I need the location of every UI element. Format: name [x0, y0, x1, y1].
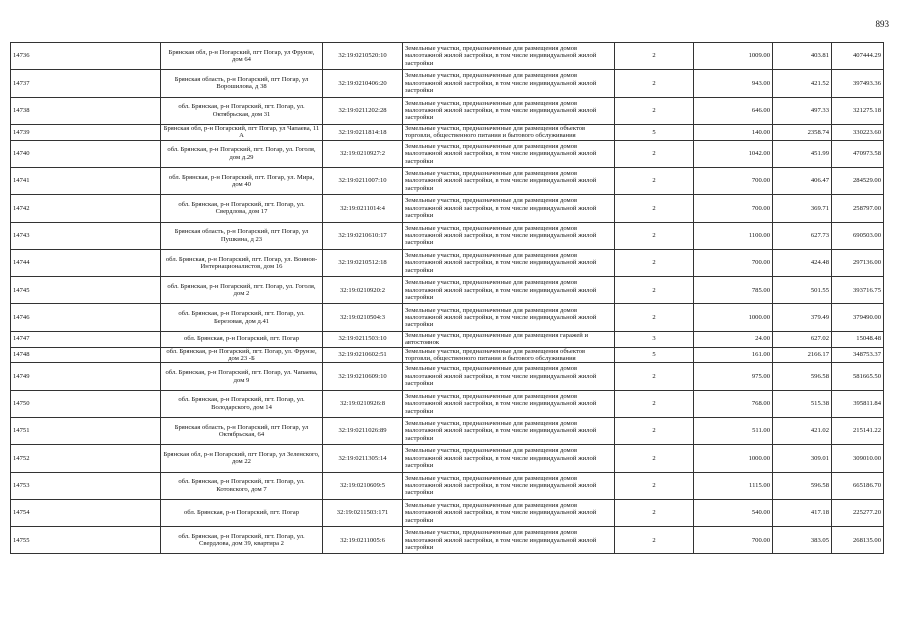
row-number-cell: 14751: [11, 418, 161, 445]
area-cell: 768.00: [694, 390, 773, 417]
land-use-cell: Земельные участки, предназначенные для размещения домов малоэтажной жилой застройки, в том числе индивидуальной жилой застройки: [403, 222, 615, 249]
land-use-cell: Земельные участки, предназначенные для размещения домов малоэтажной жилой застройки, в том числе индивидуальной жилой застройки: [403, 363, 615, 390]
row-number-cell: 14754: [11, 499, 161, 526]
table-row: [11, 331, 884, 347]
group-number-cell: 2: [615, 418, 694, 445]
land-use-cell: Земельные участки, предназначенные для размещения гаражей и автостоянок: [403, 331, 615, 347]
land-use-cell: Земельные участки, предназначенные для размещения домов малоэтажной жилой застройки, в том числе индивидуальной жилой застройки: [403, 249, 615, 276]
table-row: [11, 124, 884, 140]
cadastral-number-cell: 32:19:0210926:8: [323, 390, 403, 417]
cadastral-number-cell: 32:19:0211005:6: [323, 527, 403, 554]
area-cell: 1100.00: [694, 222, 773, 249]
specific-value-cell: 417.18: [773, 499, 832, 526]
specific-value-cell: 497.33: [773, 97, 832, 124]
row-number-cell: 14742: [11, 195, 161, 222]
address-cell: обл. Брянская, р-н Погарский, пгт. Погар, ул. Гоголя, дом 2: [161, 277, 323, 304]
table-row: [11, 390, 884, 417]
cadastral-value-cell: 407444.29: [832, 43, 884, 70]
specific-value-cell: 501.55: [773, 277, 832, 304]
address-cell: обл. Брянская, р-н Погарский, пгт. Погар: [161, 499, 323, 526]
row-number-cell: 14743: [11, 222, 161, 249]
group-number-cell: 5: [615, 124, 694, 140]
group-number-cell: 2: [615, 527, 694, 554]
cadastral-value-cell: 665186.70: [832, 472, 884, 499]
land-use-cell: Земельные участки, предназначенные для размещения домов малоэтажной жилой застройки, в том числе индивидуальной жилой застройки: [403, 527, 615, 554]
address-cell: обл. Брянская, р-н Погарский, пгт. Погар, ул. Котовского, дом 7: [161, 472, 323, 499]
group-number-cell: 2: [615, 499, 694, 526]
address-cell: Брянская область, р-н Погарский, пгт Погар, ул Ворошилова, д 38: [161, 70, 323, 97]
area-cell: 1115.00: [694, 472, 773, 499]
cadastral-value-cell: 690503.00: [832, 222, 884, 249]
cadastral-value-cell: 215141.22: [832, 418, 884, 445]
address-cell: обл. Брянская, р-н Погарский, пгт. Погар, ул. Октябрьская, дом 31: [161, 97, 323, 124]
cadastral-number-cell: 32:19:0210610:17: [323, 222, 403, 249]
group-number-cell: 2: [615, 363, 694, 390]
cadastral-number-cell: 32:19:0210609:10: [323, 363, 403, 390]
cadastral-value-cell: 268135.00: [832, 527, 884, 554]
land-use-cell: Земельные участки, предназначенные для размещения домов малоэтажной жилой застройки, в том числе индивидуальной жилой застройки: [403, 43, 615, 70]
cadastral-number-cell: 32:19:0211202:28: [323, 97, 403, 124]
cadastral-value-cell: 309010.00: [832, 445, 884, 472]
specific-value-cell: 369.71: [773, 195, 832, 222]
area-cell: 511.00: [694, 418, 773, 445]
table-row: [11, 472, 884, 499]
cadastral-value-cell: 581665.50: [832, 363, 884, 390]
area-cell: 1000.00: [694, 445, 773, 472]
area-cell: 140.00: [694, 124, 773, 140]
group-number-cell: 2: [615, 70, 694, 97]
specific-value-cell: 627.73: [773, 222, 832, 249]
land-use-cell: Земельные участки, предназначенные для размещения домов малоэтажной жилой застройки, в том числе индивидуальной жилой застройки: [403, 445, 615, 472]
specific-value-cell: 2166.17: [773, 347, 832, 363]
table-row: [11, 304, 884, 331]
address-cell: обл. Брянская, р-н Погарский, пгт. Погар, ул. Фрунзе, дом 23 -Б: [161, 347, 323, 363]
address-cell: обл. Брянская, р-н Погарский, пгт. Погар: [161, 331, 323, 347]
specific-value-cell: 515.38: [773, 390, 832, 417]
row-number-cell: 14740: [11, 140, 161, 167]
specific-value-cell: 596.58: [773, 363, 832, 390]
land-use-cell: Земельные участки, предназначенные для размещения домов малоэтажной жилой застройки, в том числе индивидуальной жилой застройки: [403, 390, 615, 417]
area-cell: 1042.00: [694, 140, 773, 167]
area-cell: 975.00: [694, 363, 773, 390]
address-cell: Брянская область, р-н Погарский, пгт Погар, ул Пушкина, д 23: [161, 222, 323, 249]
cadastral-value-cell: 379490.00: [832, 304, 884, 331]
land-use-cell: Земельные участки, предназначенные для размещения объектов торговли, общественного питания и бытового обслуживания: [403, 347, 615, 363]
land-use-cell: Земельные участки, предназначенные для размещения объектов торговли, общественного питания и бытового обслуживания: [403, 124, 615, 140]
area-cell: 1000.00: [694, 304, 773, 331]
cadastral-number-cell: 32:19:0210602:51: [323, 347, 403, 363]
address-cell: обл. Брянская, р-н Погарский, пгт. Погар, ул. Мира, дом 40: [161, 168, 323, 195]
row-number-cell: 14744: [11, 249, 161, 276]
land-use-cell: Земельные участки, предназначенные для размещения домов малоэтажной жилой застройки, в том числе индивидуальной жилой застройки: [403, 304, 615, 331]
cadastral-value-cell: 297136.00: [832, 249, 884, 276]
page-number: 893: [875, 19, 889, 29]
specific-value-cell: 403.81: [773, 43, 832, 70]
land-use-cell: Земельные участки, предназначенные для размещения домов малоэтажной жилой застройки, в том числе индивидуальной жилой застройки: [403, 168, 615, 195]
table-row: [11, 168, 884, 195]
row-number-cell: 14749: [11, 363, 161, 390]
area-cell: 1009.00: [694, 43, 773, 70]
row-number-cell: 14741: [11, 168, 161, 195]
specific-value-cell: 406.47: [773, 168, 832, 195]
cadastral-value-table: [10, 42, 884, 554]
table-row: [11, 347, 884, 363]
row-number-cell: 14752: [11, 445, 161, 472]
table-row: [11, 222, 884, 249]
group-number-cell: 2: [615, 140, 694, 167]
address-cell: Брянская обл, р-н Погарский, пгт Погар, ул Зеленского, дом 22: [161, 445, 323, 472]
cadastral-number-cell: 32:19:0210520:10: [323, 43, 403, 70]
table-row: [11, 277, 884, 304]
area-cell: 700.00: [694, 249, 773, 276]
specific-value-cell: 424.48: [773, 249, 832, 276]
table-row: [11, 418, 884, 445]
cadastral-value-cell: 470973.58: [832, 140, 884, 167]
cadastral-number-cell: 32:19:0210927:2: [323, 140, 403, 167]
area-cell: 646.00: [694, 97, 773, 124]
cadastral-number-cell: 32:19:0211814:18: [323, 124, 403, 140]
specific-value-cell: 451.99: [773, 140, 832, 167]
cadastral-value-cell: 321275.18: [832, 97, 884, 124]
cadastral-number-cell: 32:19:0211007:10: [323, 168, 403, 195]
row-number-cell: 14745: [11, 277, 161, 304]
table-row: [11, 70, 884, 97]
table-body: [11, 43, 884, 554]
row-number-cell: 14748: [11, 347, 161, 363]
specific-value-cell: 2358.74: [773, 124, 832, 140]
group-number-cell: 2: [615, 445, 694, 472]
cadastral-value-cell: 258797.00: [832, 195, 884, 222]
row-number-cell: 14750: [11, 390, 161, 417]
group-number-cell: 2: [615, 222, 694, 249]
address-cell: обл. Брянская, р-н Погарский, пгт. Погар, ул. Чапаева, дом 9: [161, 363, 323, 390]
specific-value-cell: 383.05: [773, 527, 832, 554]
area-cell: 785.00: [694, 277, 773, 304]
table-row: [11, 527, 884, 554]
land-use-cell: Земельные участки, предназначенные для размещения домов малоэтажной жилой застройки, в том числе индивидуальной жилой застройки: [403, 97, 615, 124]
table-row: [11, 249, 884, 276]
group-number-cell: 2: [615, 472, 694, 499]
row-number-cell: 14755: [11, 527, 161, 554]
address-cell: обл. Брянская, р-н Погарский, пгт. Погар, ул. Свердлова, дом 39, квартира 2: [161, 527, 323, 554]
address-cell: обл. Брянская, р-н Погарский, пгт. Погар, ул. Володарского, дом 14: [161, 390, 323, 417]
address-cell: обл. Брянская, р-н Погарский, пгт. Погар, ул. Воинов-Интернационалистов, дом 16: [161, 249, 323, 276]
cadastral-value-cell: 348753.37: [832, 347, 884, 363]
cadastral-value-cell: 393716.75: [832, 277, 884, 304]
row-number-cell: 14736: [11, 43, 161, 70]
land-use-cell: Земельные участки, предназначенные для размещения домов малоэтажной жилой застройки, в том числе индивидуальной жилой застройки: [403, 140, 615, 167]
land-use-cell: Земельные участки, предназначенные для размещения домов малоэтажной жилой застройки, в том числе индивидуальной жилой застройки: [403, 418, 615, 445]
cadastral-number-cell: 32:19:0210406:20: [323, 70, 403, 97]
area-cell: 700.00: [694, 195, 773, 222]
cadastral-number-cell: 32:19:0211503:171: [323, 499, 403, 526]
row-number-cell: 14738: [11, 97, 161, 124]
specific-value-cell: 309.01: [773, 445, 832, 472]
land-use-cell: Земельные участки, предназначенные для размещения домов малоэтажной жилой застройки, в том числе индивидуальной жилой застройки: [403, 499, 615, 526]
cadastral-number-cell: 32:19:0211503:10: [323, 331, 403, 347]
cadastral-number-cell: 32:19:0210504:3: [323, 304, 403, 331]
cadastral-number-cell: 32:19:0211305:14: [323, 445, 403, 472]
group-number-cell: 2: [615, 97, 694, 124]
group-number-cell: 2: [615, 249, 694, 276]
group-number-cell: 2: [615, 390, 694, 417]
group-number-cell: 2: [615, 168, 694, 195]
group-number-cell: 2: [615, 43, 694, 70]
cadastral-value-cell: 397493.36: [832, 70, 884, 97]
row-number-cell: 14747: [11, 331, 161, 347]
address-cell: обл. Брянская, р-н Погарский, пгт. Погар, ул. Гоголя, дом д.29: [161, 140, 323, 167]
cadastral-number-cell: 32:19:0211026:89: [323, 418, 403, 445]
address-cell: обл. Брянская, р-н Погарский, пгт. Погар, ул. Березовая, дом д.41: [161, 304, 323, 331]
address-cell: Брянская обл, р-н Погарский, пгт Погар, ул Фрунзе, дом 64: [161, 43, 323, 70]
cadastral-value-cell: 15048.48: [832, 331, 884, 347]
row-number-cell: 14737: [11, 70, 161, 97]
cadastral-number-cell: 32:19:0210609:5: [323, 472, 403, 499]
address-cell: Брянская обл, р-н Погарский, пгт Погар, ул Чапаева, 11 А: [161, 124, 323, 140]
specific-value-cell: 596.58: [773, 472, 832, 499]
table-row: [11, 363, 884, 390]
table-row: [11, 195, 884, 222]
row-number-cell: 14739: [11, 124, 161, 140]
row-number-cell: 14746: [11, 304, 161, 331]
specific-value-cell: 379.49: [773, 304, 832, 331]
table-row: [11, 445, 884, 472]
land-use-cell: Земельные участки, предназначенные для размещения домов малоэтажной жилой застройки, в том числе индивидуальной жилой застройки: [403, 472, 615, 499]
group-number-cell: 2: [615, 195, 694, 222]
area-cell: 24.00: [694, 331, 773, 347]
table-row: [11, 43, 884, 70]
land-use-cell: Земельные участки, предназначенные для размещения домов малоэтажной жилой застройки, в том числе индивидуальной жилой застройки: [403, 70, 615, 97]
cadastral-value-cell: 225277.20: [832, 499, 884, 526]
row-number-cell: 14753: [11, 472, 161, 499]
specific-value-cell: 627.02: [773, 331, 832, 347]
cadastral-value-cell: 395811.84: [832, 390, 884, 417]
table-row: [11, 140, 884, 167]
area-cell: 700.00: [694, 168, 773, 195]
group-number-cell: 5: [615, 347, 694, 363]
area-cell: 161.00: [694, 347, 773, 363]
area-cell: 540.00: [694, 499, 773, 526]
cadastral-number-cell: 32:19:0210512:18: [323, 249, 403, 276]
specific-value-cell: 421.02: [773, 418, 832, 445]
group-number-cell: 2: [615, 304, 694, 331]
area-cell: 943.00: [694, 70, 773, 97]
cadastral-number-cell: 32:19:0211014:4: [323, 195, 403, 222]
address-cell: Брянская область, р-н Погарский, пгт Погар, ул Октябрьская, 64: [161, 418, 323, 445]
table-row: [11, 97, 884, 124]
land-use-cell: Земельные участки, предназначенные для размещения домов малоэтажной жилой застройки, в том числе индивидуальной жилой застройки: [403, 195, 615, 222]
group-number-cell: 3: [615, 331, 694, 347]
table-row: [11, 499, 884, 526]
specific-value-cell: 421.52: [773, 70, 832, 97]
cadastral-value-cell: 330223.60: [832, 124, 884, 140]
cadastral-value-cell: 284529.00: [832, 168, 884, 195]
address-cell: обл. Брянская, р-н Погарский, пгт. Погар, ул. Свердлова, дом 17: [161, 195, 323, 222]
land-use-cell: Земельные участки, предназначенные для размещения домов малоэтажной жилой застройки, в том числе индивидуальной жилой застройки: [403, 277, 615, 304]
area-cell: 700.00: [694, 527, 773, 554]
group-number-cell: 2: [615, 277, 694, 304]
cadastral-number-cell: 32:19:0210920:2: [323, 277, 403, 304]
